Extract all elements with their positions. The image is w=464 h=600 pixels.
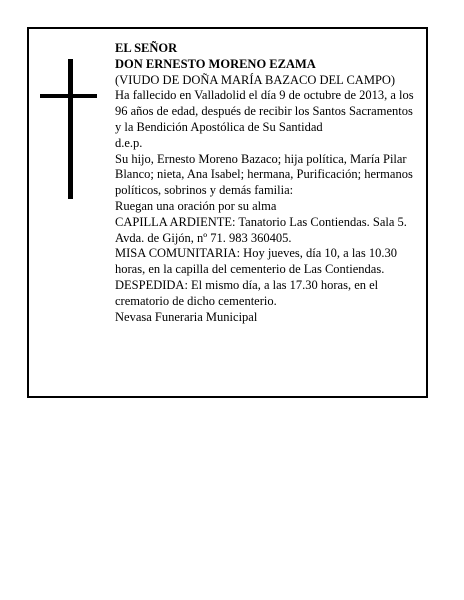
family-list: Su hijo, Ernesto Moreno Bazaco; hija política, María Pilar Blanco; nieta, Ana Isabel; hermana, Purificación; hermanos políticos, sobrinos y demás familia: [115, 151, 413, 198]
cross-horizontal-bar [40, 94, 97, 98]
prayer-request: Ruegan una oración por su alma [115, 198, 277, 213]
cross-icon [40, 59, 97, 199]
rip-text: d.e.p. [115, 135, 143, 150]
chapel-info: CAPILLA ARDIENTE: Tanatorio Las Contiendas. Sala 5. Avda. de Gijón, nº 71. 983 360405. [115, 214, 407, 245]
mass-info: MISA COMUNITARIA: Hoy jueves, día 10, a las 10.30 horas, en la capilla del cementerio de Las Contiendas. [115, 246, 397, 277]
obituary-notice [27, 27, 428, 398]
cross-vertical-bar [68, 59, 73, 199]
title-line-1: EL SEÑOR [115, 41, 178, 55]
farewell-info: DESPEDIDA: El mismo día, a las 17.30 horas, en el crematorio de dicho cementerio. [115, 277, 379, 308]
death-info: Ha fallecido en Valladolid el día 9 de octubre de 2013, a los 96 años de edad, después de recibir los Santos Sacramentos y la Bendición Apostólica de Su Santidad [115, 88, 414, 134]
notice-text [115, 41, 420, 325]
deceased-name: DON ERNESTO MORENO EZAMA [115, 56, 316, 71]
funeral-home: Nevasa Funeraria Municipal [115, 309, 258, 324]
widower-note: (VIUDO DE DOÑA MARÍA BAZACO DEL CAMPO) [115, 72, 396, 87]
